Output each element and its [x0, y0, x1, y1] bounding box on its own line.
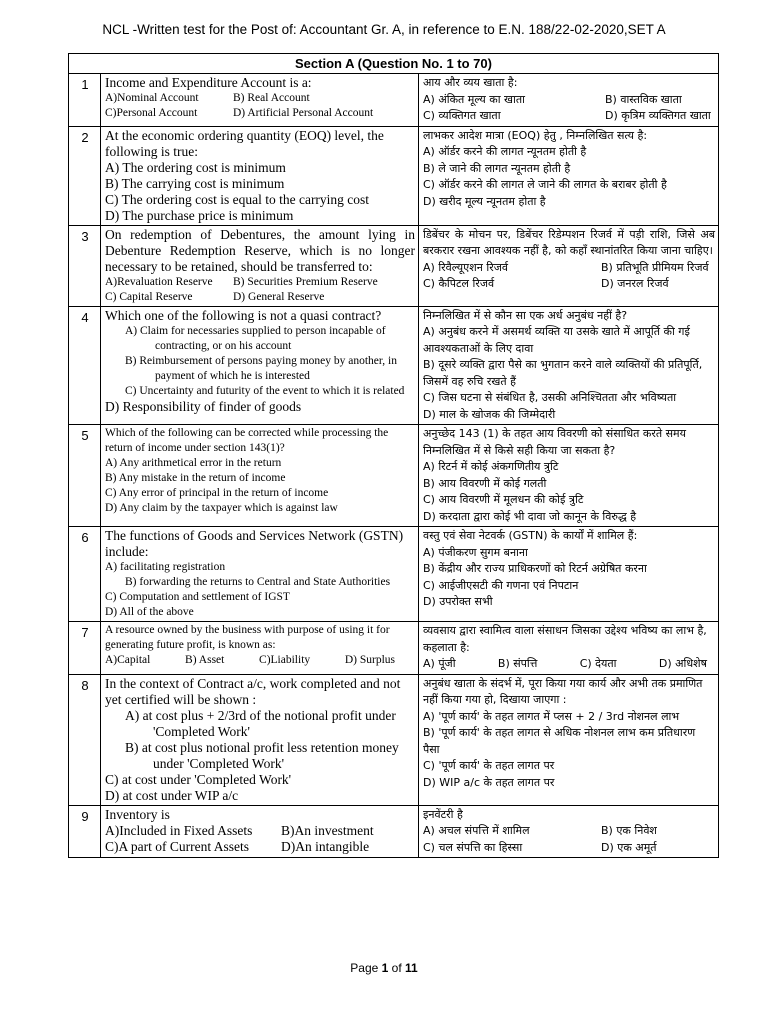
- option-c-hindi: C) ऑर्डर करने की लागत ले जाने की लागत के बराबर होती है: [423, 178, 667, 191]
- option-d-hindi: D) करदाता द्वारा कोई भी दावा जो कानून के विरुद्ध है: [423, 509, 637, 523]
- question-hindi: [419, 425, 719, 527]
- question-row: [69, 805, 719, 858]
- option-b: B) forwarding the returns to Central and State Authorities: [125, 576, 391, 588]
- option-c-hindi: C) देयता: [579, 657, 617, 670]
- option-b: B) The carrying cost is minimum: [105, 175, 285, 191]
- question-english: [101, 126, 419, 225]
- option-d: D) General Reserve: [233, 290, 325, 303]
- option-b-hindi: B) केंद्रीय और राज्य प्राधिकरणों को रिटर्न अग्रेषित करना: [423, 562, 647, 575]
- option-c: C) Capital Reserve: [105, 290, 193, 303]
- question-hindi: [419, 225, 719, 306]
- question-english: [101, 74, 419, 127]
- option-a-hindi: A) पूंजी: [423, 657, 456, 670]
- option-c-hindi: C) चल संपत्ति का हिस्सा: [423, 840, 523, 854]
- question-text: A resource owned by the business with purpose of using it for generating future profit, is known as:: [105, 624, 390, 651]
- option-b: B) Real Account: [233, 92, 310, 104]
- question-text-hindi: अनुच्छेद 143 (1) के तहत आय विवरणी को संसाधित करते समय निम्नलिखित में से किसे सही किया जा सकता है?: [423, 427, 686, 457]
- option-b: B) Securities Premium Reserve: [233, 275, 378, 288]
- question-english: [101, 674, 419, 805]
- question-text-hindi: वस्तु एवं सेवा नेटवर्क (GSTN) के कार्यों में शामिल हैं:: [423, 529, 638, 542]
- question-number: 2: [69, 126, 101, 225]
- of-label: of: [391, 961, 402, 975]
- question-row: [69, 425, 719, 527]
- option-a-hindi: A) अचल संपत्ति में शामिल: [423, 824, 530, 837]
- option-d: D) Any claim by the taxpayer which is against law: [105, 502, 338, 514]
- question-text-hindi: आय और व्यय खाता है:: [423, 76, 518, 89]
- option-d: D)An intangible: [281, 838, 370, 854]
- option-a: A) The ordering cost is minimum: [105, 159, 286, 175]
- option-c-hindi: C) जिस घटना से संबंधित है, उसकी अनिश्चितता और भविष्यता: [423, 391, 677, 404]
- section-header-row: [69, 54, 719, 74]
- option-a-hindi: A) पंजीकरण सुगम बनाना: [423, 545, 528, 559]
- question-text-hindi: इनवेंटरी है: [423, 807, 463, 821]
- option-c-hindi: C) कैपिटल रिजर्व: [423, 277, 495, 290]
- option-c: C)Personal Account: [105, 107, 198, 119]
- question-hindi: [419, 805, 719, 858]
- question-text-hindi: अनुबंध खाता के संदर्भ में, पूरा किया गया कार्य और अभी तक प्रमाणित नहीं किया गया हो, दिखाया जाएगा :: [423, 676, 703, 706]
- option-d-hindi: D) खरीद मूल्य न्यूनतम होता है: [423, 194, 546, 208]
- question-english: [101, 306, 419, 425]
- option-a-hindi: A) ऑर्डर करने की लागत न्यूनतम होती है: [423, 145, 587, 158]
- page-footer: [0, 961, 768, 975]
- option-b-hindi: B) संपत्ति: [497, 657, 538, 670]
- question-hindi: [419, 74, 719, 127]
- question-row: [69, 74, 719, 127]
- question-text: Which of the following can be corrected while processing the return of income under section 143(1)?: [105, 427, 389, 454]
- option-a: A)Revaluation Reserve: [105, 275, 213, 288]
- option-a-hindi: A) 'पूर्ण कार्य' के तहत लागत में प्लस + 2 / 3rd नोशनल लाभ: [423, 709, 680, 723]
- option-d-hindi: D) WIP a/c के तहत लागत पर: [423, 775, 555, 789]
- question-table: [68, 53, 719, 858]
- option-b-hindi: B) ले जाने की लागत न्यूनतम होती है: [423, 161, 571, 175]
- option-a: A)Included in Fixed Assets: [105, 822, 253, 838]
- question-number: 1: [69, 74, 101, 127]
- option-a: A) facilitating registration: [105, 561, 226, 573]
- page-header: NCL -Written test for the Post of: Accountant Gr. A, in reference to E.N. 188/22-02-2020,SET A: [102, 22, 666, 37]
- option-b: B) Reimbursement of persons paying money by another, in payment of which he is interested: [125, 354, 397, 382]
- option-a: A)Nominal Account: [105, 92, 199, 104]
- option-d: D) Responsibility of finder of goods: [105, 398, 302, 414]
- question-hindi: [419, 622, 719, 675]
- option-d-hindi: D) जनरल रिजर्व: [601, 277, 669, 290]
- question-english: [101, 622, 419, 675]
- page-label: Page: [350, 961, 379, 975]
- question-row: [69, 622, 719, 675]
- question-text: In the context of Contract a/c, work completed and not yet certified will be shown :: [105, 675, 401, 707]
- option-a-hindi: A) रिटर्न में कोई अंकगणितीय त्रुटि: [423, 460, 559, 473]
- question-text-hindi: डिबेंचर के मोचन पर, डिबेंचर रिडेम्पशन रिजर्व में पड़ी राशि, जिसे अब बरकरार रखना आवश्यक नहीं है, को कहाँ स्थानांतरित किया जाना चाहिए।: [423, 227, 715, 257]
- option-a-hindi: A) रिवैल्यूएशन रिजर्व: [423, 260, 508, 274]
- question-text: At the economic ordering quantity (EOQ) level, the following is true:: [105, 127, 384, 159]
- option-c: C) Uncertainty and futurity of the event to which it is related: [125, 384, 405, 397]
- option-b-hindi: B) एक निवेश: [601, 824, 657, 837]
- option-d: D) Artificial Personal Account: [233, 107, 374, 119]
- question-text: Which one of the following is not a quasi contract?: [105, 307, 382, 323]
- question-number: 3: [69, 225, 101, 306]
- option-c-hindi: C) व्यक्तिगत खाता: [423, 109, 501, 122]
- question-number: 9: [69, 805, 101, 858]
- question-row: [69, 126, 719, 225]
- option-b-hindi: B) वास्तविक खाता: [605, 92, 682, 106]
- option-d-hindi: D) कृत्रिम व्यक्तिगत खाता: [605, 109, 711, 122]
- question-row: [69, 225, 719, 306]
- option-a: A) at cost plus + 2/3rd of the notional profit under 'Completed Work': [125, 707, 396, 739]
- option-d: D) Surplus: [344, 654, 395, 666]
- option-d-hindi: D) एक अमूर्त: [601, 840, 657, 854]
- question-text: Inventory is: [105, 806, 170, 822]
- question-english: [101, 527, 419, 622]
- option-b: B) Asset: [185, 654, 225, 666]
- question-english: [101, 805, 419, 858]
- option-b: B) Any mistake in the return of income: [105, 472, 286, 484]
- option-d: D) at cost under WIP a/c: [105, 787, 239, 803]
- option-b: B)An investment: [281, 822, 374, 838]
- section-title: Section A (Question No. 1 to 70): [69, 54, 719, 74]
- question-hindi: [419, 306, 719, 425]
- option-c-hindi: C) आईजीएसटी की गणना एवं निपटान: [423, 578, 579, 592]
- question-number: 8: [69, 674, 101, 805]
- option-b: B) at cost plus notional profit less retention money under 'Completed Work': [125, 739, 399, 771]
- option-c: C)Liability: [259, 654, 311, 666]
- question-hindi: [419, 674, 719, 805]
- option-c: C) Any error of principal in the return of income: [105, 487, 329, 499]
- question-english: [101, 225, 419, 306]
- question-english: [101, 425, 419, 527]
- option-b-hindi: B) दूसरे व्यक्ति द्वारा पैसे का भुगतान करने वाले व्यक्तियों की प्रतिपूर्ति, जिसमें वह रुचि रखते हैं: [423, 358, 703, 388]
- option-b-hindi: B) आय विवरणी में कोई गलती: [423, 476, 547, 490]
- option-a: A) Any arithmetical error in the return: [105, 457, 282, 469]
- question-text-hindi: लाभकर आदेश मात्रा (EOQ) हेतु , निम्नलिखित सत्य है:: [423, 128, 648, 142]
- option-a-hindi: A) अंकित मूल्य का खाता: [423, 92, 526, 106]
- question-hindi: [419, 126, 719, 225]
- option-a: A)Capital: [105, 654, 151, 666]
- option-d: D) The purchase price is minimum: [105, 207, 294, 223]
- option-c: C)A part of Current Assets: [105, 838, 249, 854]
- option-c-hindi: C) 'पूर्ण कार्य' के तहत लागत पर: [423, 759, 555, 772]
- option-c: C) Computation and settlement of IGST: [105, 591, 290, 603]
- option-b-hindi: B) प्रतिभूति प्रीमियम रिजर्व: [601, 260, 709, 274]
- question-row: [69, 674, 719, 805]
- question-row: [69, 306, 719, 425]
- page-total: 11: [405, 961, 418, 975]
- question-number: 4: [69, 306, 101, 425]
- option-c: C) at cost under 'Completed Work': [105, 771, 292, 787]
- question-text-hindi: निम्नलिखित में से कौन सा एक अर्ध अनुबंध नहीं है?: [423, 308, 628, 322]
- question-number: 7: [69, 622, 101, 675]
- question-hindi: [419, 527, 719, 622]
- option-c: C) The ordering cost is equal to the carrying cost: [105, 191, 370, 207]
- question-text: The functions of Goods and Services Network (GSTN) include:: [105, 528, 404, 559]
- question-text-hindi: व्यवसाय द्वारा स्वामित्व वाला संसाधन जिसका उद्देश्य भविष्य का लाभ है, कहलाता है:: [423, 624, 707, 654]
- question-text: Income and Expenditure Account is a:: [105, 75, 312, 90]
- option-d: D) All of the above: [105, 606, 194, 618]
- option-d-hindi: D) उपरोक्त सभी: [423, 595, 493, 608]
- option-d-hindi: D) माल के खोजक की जिम्मेदारी: [423, 407, 556, 421]
- option-a-hindi: A) अनुबंध करने में असमर्थ व्यक्ति या उसके खाते में आपूर्ति की गई आवश्यकताओं के लिए दावा: [423, 325, 690, 355]
- option-d-hindi: D) अधिशेष: [658, 657, 707, 670]
- page-number: 1: [381, 961, 389, 975]
- option-b-hindi: B) 'पूर्ण कार्य' के तहत लागत से अधिक नोशनल लाभ कम प्रतिधारण पैसा: [423, 726, 696, 756]
- question-number: 5: [69, 425, 101, 527]
- question-text: On redemption of Debentures, the amount lying in Debenture Redemption Reserve, which is no longer necessary to be retained, should be transferred to:: [105, 226, 415, 274]
- question-number: 6: [69, 527, 101, 622]
- option-a: A) Claim for necessaries supplied to person incapable of contracting, or on his account: [125, 324, 386, 352]
- option-c-hindi: C) आय विवरणी में मूलधन की कोई त्रुटि: [423, 493, 584, 506]
- question-row: [69, 527, 719, 622]
